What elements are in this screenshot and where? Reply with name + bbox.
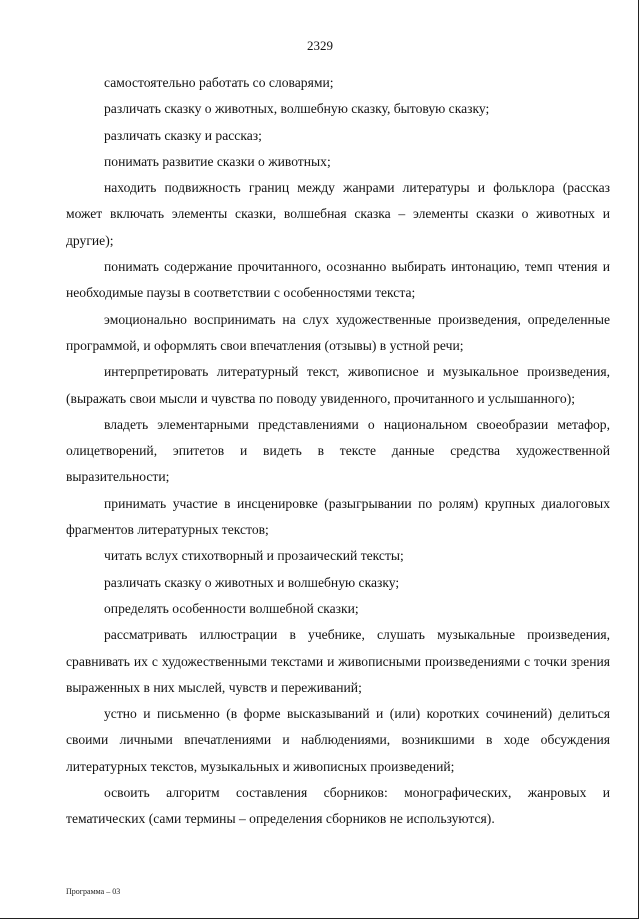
paragraph: освоить алгоритм составления сборников: монографических, жанровых и тематических (сами термины – определения сборников не используются). xyxy=(66,785,610,827)
paragraph: интерпретировать литературный текст, живописное и музыкальное произведения, (выражать свои мысли и чувства по поводу увиденного, прочитанного и услышанного); xyxy=(66,364,610,406)
paragraph: принимать участие в инсценировке (разыгрывании по ролям) крупных диалоговых фрагментов литературных текстов; xyxy=(66,495,610,538)
paragraph: владеть элементарными представлениями о национальном своеобразии метафор, олицетворений, эпитетов и видеть в тексте данные средства художественной выразительности; xyxy=(66,416,610,485)
page-number: 2329 xyxy=(307,38,333,53)
paragraph: читать вслух стихотворный и прозаический тексты; xyxy=(104,548,404,564)
paragraph: самостоятельно работать со словарями; xyxy=(104,75,334,90)
paragraph: различать сказку и рассказ; xyxy=(104,127,262,143)
paragraph: различать сказку о животных и волшебную сказку; xyxy=(104,574,400,590)
paragraph: различать сказку о животных, волшебную сказку, бытовую сказку; xyxy=(104,101,490,117)
page-footer: Программа – 03 xyxy=(66,887,121,896)
paragraph: понимать развитие сказки о животных; xyxy=(104,153,331,169)
paragraph: находить подвижность границ между жанрами литературы и фольклора (рассказ может включать элементы сказки, волшебная сказка – элементы сказки о животных и другие); xyxy=(66,180,610,248)
document-body xyxy=(66,70,610,833)
paragraph: определять особенности волшебной сказки; xyxy=(104,600,359,616)
paragraph: устно и письменно (в форме высказываний и (или) коротких сочинений) делиться своими личными впечатлениями и наблюдениями, возникшими в ходе обсуждения литературных текстов, музыкальных и живописных произведений; xyxy=(66,706,610,774)
paragraph: эмоционально воспринимать на слух художественные произведения, определенные программой, и оформлять свои впечатления (отзывы) в устной речи; xyxy=(66,311,610,353)
paragraph: понимать содержание прочитанного, осознанно выбирать интонацию, темп чтения и необходимые паузы в соответствии с особенностями текста; xyxy=(66,259,610,301)
paragraph: рассматривать иллюстрации в учебнике, слушать музыкальные произведения, сравнивать их с художественными текстами и живописными произведениями с точки зрения выраженных в них мыслей, чувств и переживаний; xyxy=(66,627,610,695)
